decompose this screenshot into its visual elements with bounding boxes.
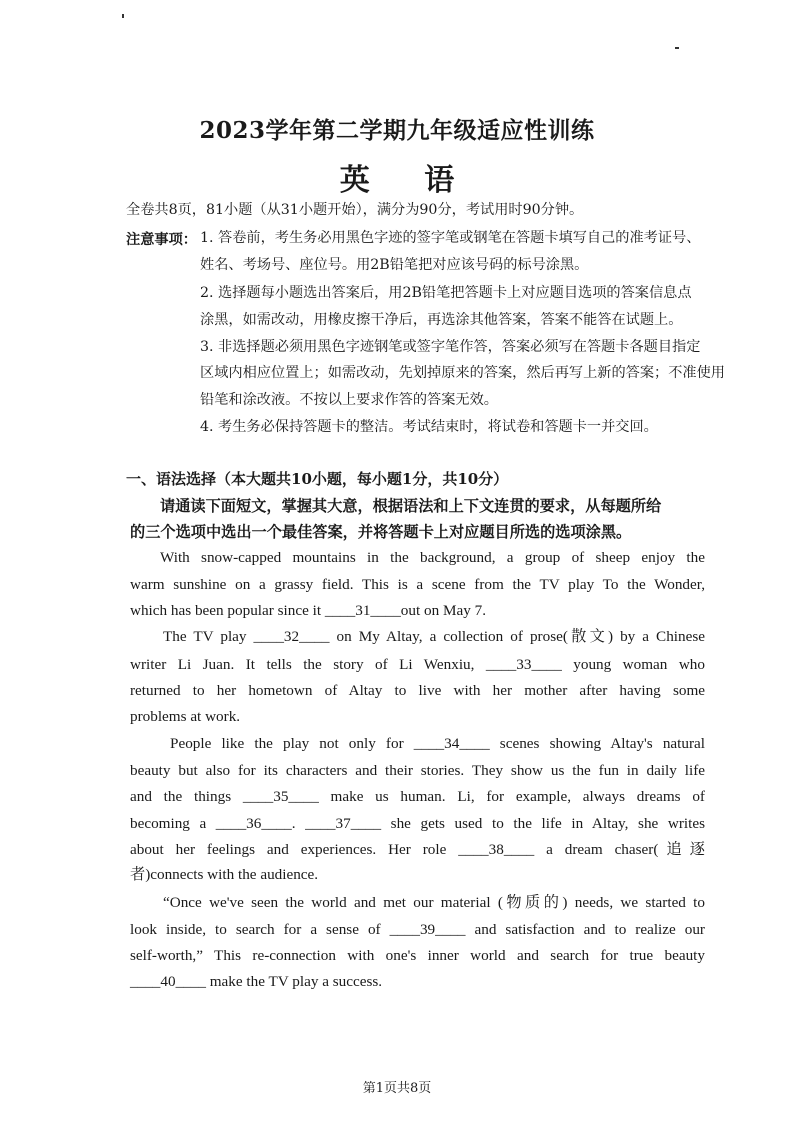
passage-line: warm sunshine on a grassy field. This is a scene from the TV play To the Wonder, — [130, 576, 705, 593]
notes-label: 注意事项： — [126, 232, 197, 248]
note-line: 3. 非选择题必须用黑色字迹钢笔或签字笔作答，答案必须写在答题卡各题目指定 — [200, 339, 701, 355]
exam-overview: 全卷共8页，81小题（从31小题开始），满分为90分，考试用时90分钟。 — [126, 202, 584, 218]
passage-line: look inside, to search for a sense of ____39____ and satisfaction and to realize our — [130, 921, 705, 938]
note-line: 1. 答卷前，考生务必用黑色字迹的签字笔或钢笔在答题卡填写自己的准考证号、 — [200, 230, 701, 246]
passage-line: and the things ____35____ make us human. Li, for example, always dreams of — [130, 788, 705, 805]
passage-line: beauty but also for its characters and their stories. They show us the fun in daily life — [130, 762, 705, 779]
passage-line: self-worth,” This re-connection with one's inner world and search for true beauty — [130, 947, 705, 964]
passage-line: “Once we've seen the world and met our material (物质的) needs, we started to — [163, 894, 705, 911]
passage-line: writer Li Juan. It tells the story of Li Wenxiu, ____33____ young woman who — [130, 656, 705, 673]
note-line: 铅笔和涂改液。不按以上要求作答的答案无效。 — [200, 392, 498, 408]
passage-line: problems at work. — [130, 708, 241, 725]
section-directions: 的三个选项中选出一个最佳答案，并将答题卡上对应题目所选的选项涂黑。 — [130, 523, 632, 541]
page-number: 第1页共8页 — [362, 1081, 432, 1096]
note-line: 涂黑，如需改动，用橡皮擦干净后，再选涂其他答案，答案不能答在试题上。 — [200, 312, 683, 328]
passage-line: ____40____ make the TV play a success. — [130, 973, 383, 990]
note-line: 区域内相应位置上；如需改动，先划掉原来的答案，然后再写上新的答案；不准使用 — [200, 365, 725, 381]
passage-line: With snow-capped mountains in the background, a group of sheep enjoy the — [160, 549, 705, 566]
passage-line: returned to her hometown of Altay to live with her mother after having some — [130, 682, 705, 699]
subject-title: 英 语 — [339, 163, 477, 198]
passage-line: becoming a ____36____. ____37____ she gets used to the life in Altay, she writes — [130, 815, 705, 832]
note-line: 姓名、考场号、座位号。用2B铅笔把对应该号码的标号涂黑。 — [200, 257, 589, 273]
exam-title: 2023学年第二学期九年级适应性训练 — [199, 117, 595, 144]
passage-line: about her feelings and experiences. Her role ____38____ a dream chaser(追逐 — [130, 841, 705, 858]
note-line: 4. 考生务必保持答题卡的整洁。考试结束时，将试卷和答题卡一并交回。 — [200, 419, 658, 435]
passage-line: 者)connects with the audience. — [130, 866, 319, 883]
scan-speck — [675, 47, 679, 49]
passage-line: which has been popular since it ____31____out on May 7. — [130, 602, 487, 619]
passage-line: The TV play ____32____ on My Altay, a collection of prose(散文) by a Chinese — [163, 628, 705, 645]
scan-speck — [122, 14, 124, 18]
section-heading: 一、语法选择（本大题共10小题，每小题1分，共10分） — [126, 470, 509, 488]
passage-line: People like the play not only for ____34____ scenes showing Altay's natural — [170, 735, 705, 752]
section-directions: 请通读下面短文，掌握其大意，根据语法和上下文连贯的要求，从每题所给 — [160, 497, 662, 515]
note-line: 2. 选择题每小题选出答案后，用2B铅笔把答题卡上对应题目选项的答案信息点 — [200, 285, 692, 301]
